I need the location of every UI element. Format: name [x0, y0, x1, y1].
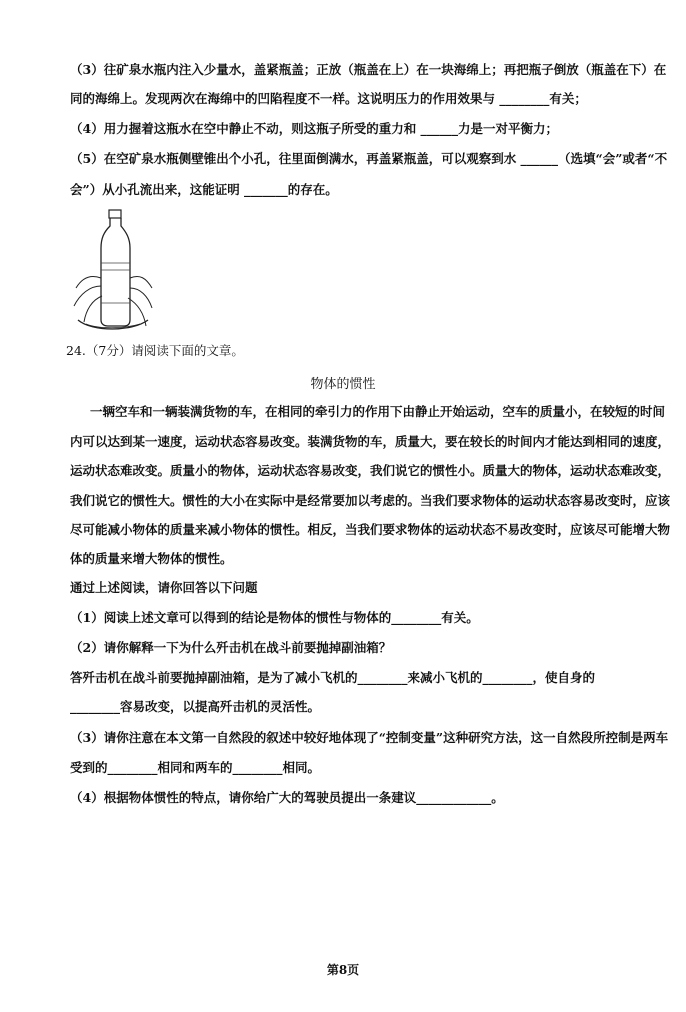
q23-part5-line2: 会”）从小孔流出来，这能证明 _______的存在。 [70, 182, 338, 197]
q24-sub2-answer-line2: ________容易改变，以提高歼击机的灵活性。 [70, 699, 321, 714]
article-line-5: 尽可能减小物体的质量来减小物体的惯性。相反，当我们要求物体的运动状态不易改变时，应该尽可能增大物 [70, 522, 671, 537]
article-line-1: 一辆空车和一辆装满货物的车，在相同的牵引力的作用下由静止开始运动，空车的质量小，在较短的时间 [90, 404, 666, 419]
article-line-6: 体的质量来增大物体的惯性。 [70, 551, 233, 566]
q24-sub4: （4）根据物体惯性的特点，请你给广大的驾驶员提出一条建议____________。 [70, 790, 504, 805]
q23-part3-line1: （3）往矿泉水瓶内注入少量水，盖紧瓶盖；正放（瓶盖在上）在一块海绵上；再把瓶子倒放（瓶盖在下）在 [70, 62, 667, 77]
page-number: 第8页 [326, 963, 360, 977]
q24-sub2-answer-line1: 答歼击机在战斗前要抛掉副油箱，是为了减小飞机的________来减小飞机的________，使自身的 [70, 670, 596, 685]
q24-header: 24.（7分）请阅读下面的文章。 [66, 343, 244, 358]
q24-sub3-line2: 受到的________相同和两车的________相同。 [70, 760, 321, 775]
article-line-3: 运动状态难改变。质量小的物体，运动状态容易改变，我们说它的惯性小。质量大的物体，运动状态难改变， [70, 463, 671, 478]
q24-sub2: （2）请你解释一下为什么歼击机在战斗前要抛掉副油箱？ [70, 640, 392, 655]
article-title: 物体的惯性 [310, 377, 376, 392]
water-bottle-figure [68, 208, 158, 333]
article-line-2: 内可以达到某一速度，运动状态容易改变。装满货物的车，质量大，要在较长的时间内才能达到相同的速度， [70, 434, 671, 449]
q23-part4: （4）用力握着这瓶水在空中静止不动，则这瓶子所受的重力和 ______力是一对平衡力； [70, 121, 559, 136]
q24-intro: 通过上述阅读，请你回答以下问题 [70, 580, 258, 595]
q23-part3-line2: 同的海绵上。发现两次在海绵中的凹陷程度不一样。这说明压力的作用效果与 ________有关； [70, 91, 587, 106]
q23-part5-line1: （5）在空矿泉水瓶侧壁锥出个小孔，往里面倒满水，再盖紧瓶盖，可以观察到水 ______（选填“会”或者“不 [70, 151, 668, 166]
q24-sub3-line1: （3）请你注意在本文第一自然段的叙述中较好地体现了“控制变量”这种研究方法，这一自然段所控制是两车 [70, 730, 669, 745]
article-line-4: 我们说它的惯性大。惯性的大小在实际中是经常要加以考虑的。当我们要求物体的运动状态容易改变时，应该 [70, 493, 671, 508]
q24-sub1: （1）阅读上述文章可以得到的结论是物体的惯性与物体的________有关。 [70, 610, 479, 625]
